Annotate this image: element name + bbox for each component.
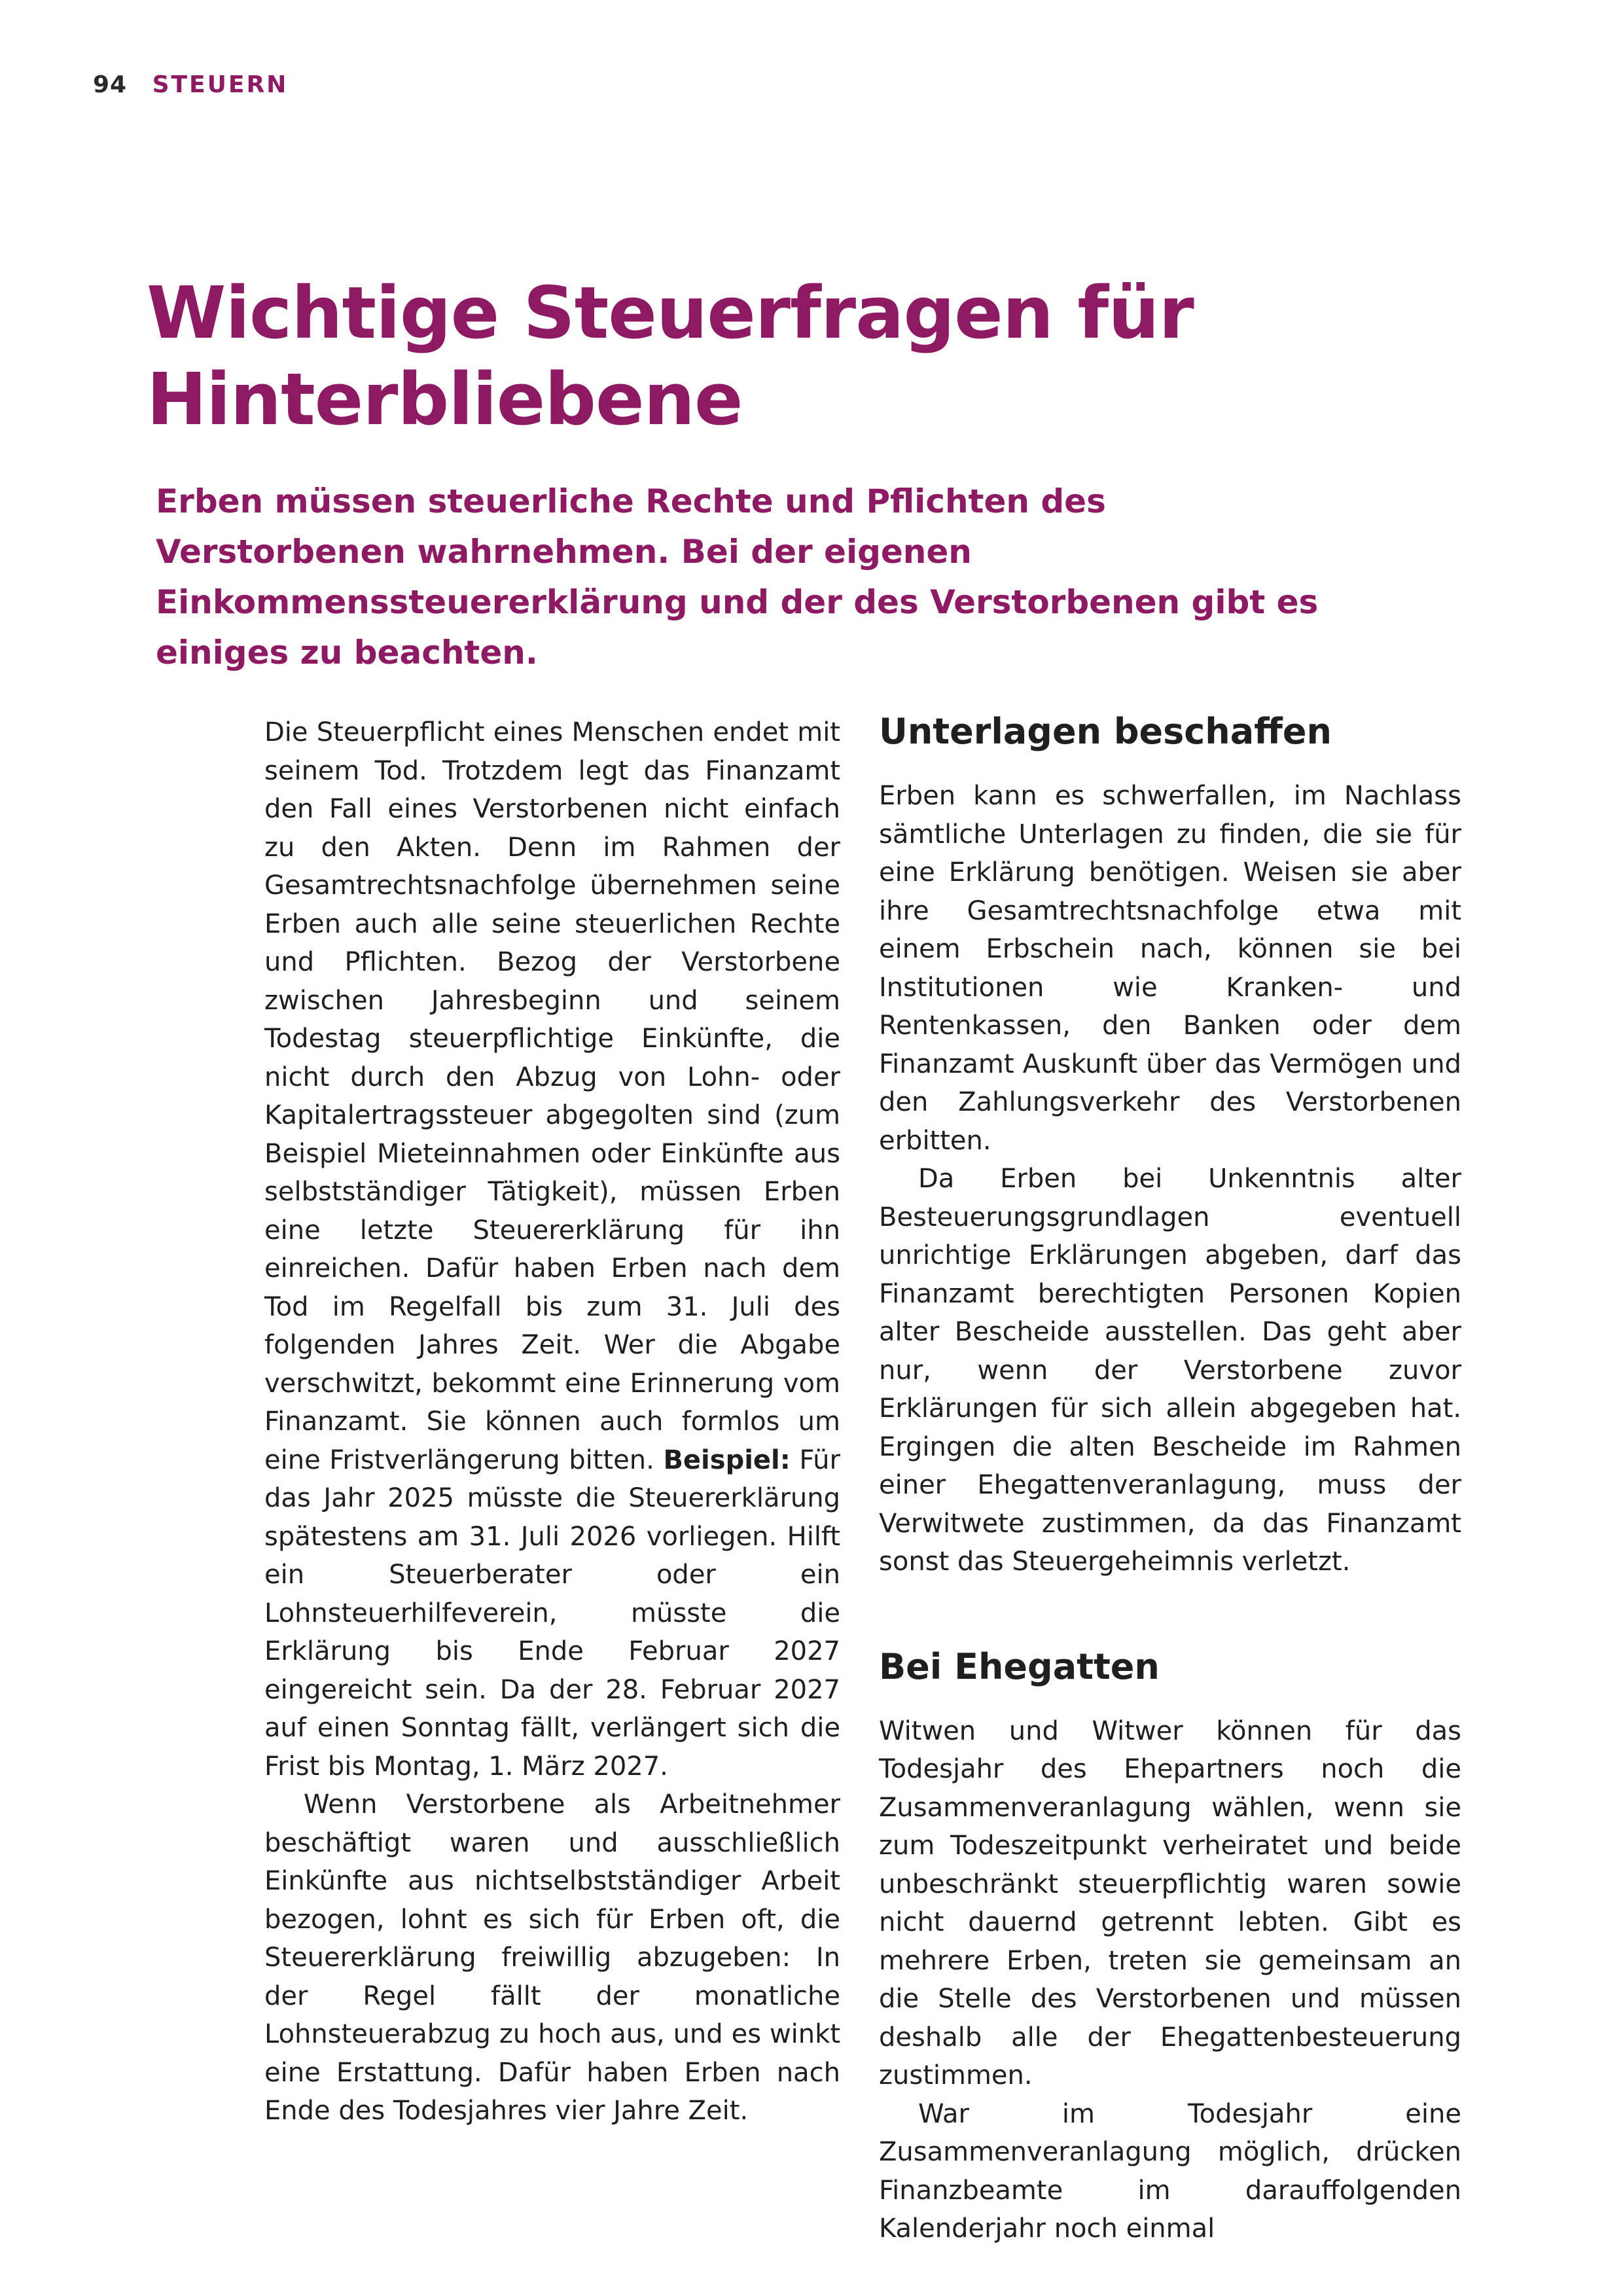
left-column <box>264 713 840 2130</box>
left-paragraph-1 <box>264 713 840 1785</box>
documents-paragraph-1: Erben kann es schwerfallen, im Nachlass sämtliche Unterlagen zu finden, die sie für eine Erklärung benötigen. Weisen sie aber ihre Gesamtrechtsnachfolge etwa mit einem Erbschein nach, können sie bei Institutionen wie Kranken- und Rentenkassen, den Banken oder dem Finanzamt Auskunft über das Vermögen und den Zahlungsverkehr des Verstorbenen erbitten. <box>879 781 1461 1156</box>
article-lead: Erben müssen steuerliche Rechte und Pflichten des Verstorbenen wahrnehmen. Bei der eigenen Einkommenssteuererklärung und der des Verstorbenen gibt es einiges zu beachten. <box>156 482 1319 672</box>
right-column <box>879 704 1461 2248</box>
article-title: Wichtige Steuerfragen für Hinterbliebene <box>147 271 1194 441</box>
section-heading-spouses: Bei Ehegatten <box>879 1645 1160 1687</box>
running-header <box>93 71 288 99</box>
section-label: STEUERN <box>152 71 289 98</box>
documents-paragraph-2: Da Erben bei Unkenntnis alter Besteuerungsgrundlagen eventuell unrichtige Erklärungen abgeben, darf das Finanzamt berechtigten Personen Kopien alter Bescheide ausstellen. Das geht aber nur, wenn der Verstorbene zuvor Erklärungen für sich allein abgegeben hat. Ergingen die alten Bescheide im Rahmen einer Ehegattenveranlagung, muss der Verwitwete zustimmen, da das Finanzamt sonst das Steuergeheimnis verletzt. <box>879 1164 1461 1577</box>
section-heading-documents: Unterlagen beschaffen <box>879 711 1332 752</box>
spouses-paragraph-1: Witwen und Witwer können für das Todesjahr des Ehepartners noch die Zusammenveranlagung wählen, wenn sie zum Todeszeitpunkt verheiratet und beide unbeschränkt steuerpflichtig waren sowie nicht dauernd getrennt lebten. Gibt es mehrere Erben, treten sie gemeinsam an die Stelle des Verstorbenen und müssen deshalb alle der Ehegattenbesteuerung zustimmen. <box>879 1715 1461 2090</box>
left-p1-text: Die Steuerpflicht eines Menschen endet mit seinem Tod. Trotzdem legt das Finanzamt den Fall eines Verstorbenen nicht einfach zu den Akten. Denn im Rahmen der Gesamtrechtsnachfolge übernehmen seine Erben auch alle seine steuerlichen Rechte und Pflichten. Bezog der Verstorbene zwischen Jahresbeginn und seinem Todestag steuerpflichtige Einkünfte, die nicht durch den Abzug von Lohn- oder Kapitalertragssteuer abgegolten sind (zum Beispiel Mieteinnahmen oder Einkünfte aus selbstständiger Tätigkeit), müssen Erben eine letzte Steuererklärung für ihn einreichen. Dafür haben Erben nach dem Tod im Regelfall bis zum 31. Juli des folgenden Jahres Zeit. Wer die Abgabe verschwitzt, bekommt eine Erinnerung vom Finanzamt. Sie können auch formlos um eine Fristverlängerung bitten. <box>264 717 840 1475</box>
page-number: 94 <box>93 71 128 98</box>
left-paragraph-2: Wenn Verstorbene als Arbeitnehmer beschäftigt waren und ausschließlich Einkünfte aus nichtselbstständiger Arbeit bezogen, lohnt es sich für Erben oft, die Steuererklärung freiwillig abzugeben: In der Regel fällt der monatliche Lohnsteuerabzug zu hoch aus, und es winkt eine Erstattung. Dafür haben Erben nach Ende des Todesjahres vier Jahre Zeit. <box>264 1789 840 2126</box>
example-label: Beispiel: <box>663 1444 791 1475</box>
left-p1-example-text: Für das Jahr 2025 müsste die Steuererklärung spätestens am 31. Juli 2026 vorliegen. Hilft ein Steuerberater oder ein Lohnsteuerhilfeverein, müsste die Erklärung bis Ende Februar 2027 eingereicht sein. Da der 28. Februar 2027 auf einen Sonntag fällt, verlängert sich die Frist bis Montag, 1. März 2027. <box>264 1444 840 1782</box>
spouses-paragraph-2: War im Todesjahr eine Zusammenveranlagung möglich, drücken Finanzbeamte im darauffolgenden Kalenderjahr noch einmal <box>879 2098 1461 2244</box>
